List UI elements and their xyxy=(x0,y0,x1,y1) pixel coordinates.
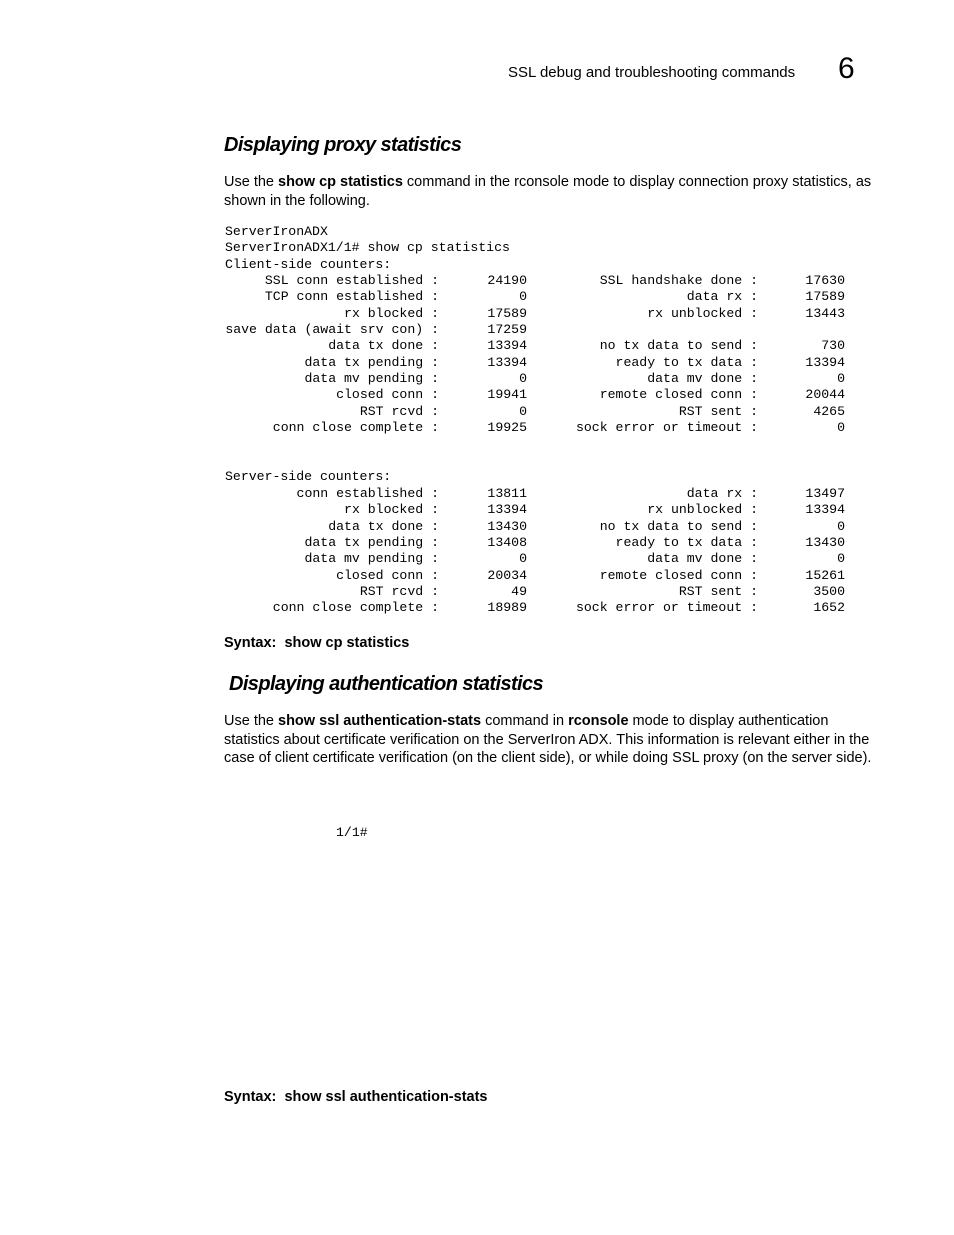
code-line: Client-side counters: xyxy=(225,257,392,272)
server-side-counters xyxy=(225,486,865,617)
counter-value: 0 xyxy=(837,371,845,387)
syntax-line-cp-statistics xyxy=(224,635,409,651)
counter-label: SSL handshake done : xyxy=(599,273,758,288)
command-name: show cp statistics xyxy=(278,174,403,190)
counter-label: data tx done : xyxy=(328,338,439,354)
counter-label: data tx done : xyxy=(328,518,439,534)
counter-value: 1652 xyxy=(813,600,845,616)
counter-value: 17589 xyxy=(805,289,845,305)
counter-value: 13394 xyxy=(805,354,845,370)
counter-label: data rx : xyxy=(686,486,758,501)
counter-row xyxy=(225,502,865,518)
code-line: ServerIronADX1/1# show cp statistics xyxy=(225,240,510,255)
counter-row xyxy=(225,519,865,535)
counter-label: RST rcvd : xyxy=(359,403,439,419)
counter-row xyxy=(225,551,865,567)
client-side-counters xyxy=(225,273,865,436)
counter-value: 13430 xyxy=(805,535,845,551)
counter-value: 18989 xyxy=(487,600,527,616)
counter-label: data tx pending : xyxy=(304,354,439,370)
counter-label: SSL conn established : xyxy=(264,273,439,288)
counter-value: 17630 xyxy=(805,273,845,288)
counter-row xyxy=(225,273,865,289)
counter-row xyxy=(225,486,865,502)
counter-value: 17259 xyxy=(487,322,527,338)
counter-label: ready to tx data : xyxy=(615,535,758,551)
counter-value: 13430 xyxy=(487,518,527,534)
counter-label: remote closed conn : xyxy=(599,387,758,403)
counter-label: data mv done : xyxy=(647,551,758,567)
counter-row xyxy=(225,387,865,403)
counter-row xyxy=(225,355,865,371)
counter-label: rx unblocked : xyxy=(647,305,758,321)
counter-label: data mv done : xyxy=(647,371,758,387)
cli-prompt-fragment: 1/1# xyxy=(336,825,368,840)
counter-value: 730 xyxy=(821,338,845,354)
syntax-command: show cp statistics xyxy=(284,635,410,651)
counter-row xyxy=(225,322,865,338)
counter-label: RST sent : xyxy=(678,403,758,419)
counter-value: 0 xyxy=(837,518,845,534)
counter-value: 13443 xyxy=(805,305,845,321)
counter-value: 3500 xyxy=(813,584,845,600)
intro-text-prefix: Use the xyxy=(224,174,278,190)
counter-value: 13394 xyxy=(805,502,845,518)
counter-label: data rx : xyxy=(686,289,758,305)
code-line: ServerIronADX xyxy=(225,224,328,239)
counter-row xyxy=(225,371,865,387)
counter-label: RST sent : xyxy=(678,584,758,600)
counter-label: sock error or timeout : xyxy=(575,420,758,436)
section-heading-authentication-statistics: Displaying authentication statistics xyxy=(229,673,544,695)
counter-value: 4265 xyxy=(813,403,845,419)
counter-label: sock error or timeout : xyxy=(575,600,758,616)
counter-label: ready to tx data : xyxy=(615,354,758,370)
counter-value: 0 xyxy=(519,551,527,567)
counter-row xyxy=(225,306,865,322)
counter-label: rx blocked : xyxy=(344,305,439,321)
counter-value: 0 xyxy=(519,371,527,387)
counter-row xyxy=(225,568,865,584)
syntax-label: Syntax: xyxy=(224,635,277,651)
counter-row xyxy=(225,289,865,305)
counter-label: rx blocked : xyxy=(344,502,439,518)
counter-value: 19925 xyxy=(487,420,527,436)
counter-label: TCP conn established : xyxy=(264,289,439,305)
authentication-statistics-intro xyxy=(224,712,874,768)
counter-label: RST rcvd : xyxy=(359,584,439,600)
counter-label: conn close complete : xyxy=(272,420,439,436)
counter-value: 13394 xyxy=(487,502,527,518)
syntax-label: Syntax: xyxy=(224,1089,277,1105)
counter-value: 20034 xyxy=(487,567,527,583)
intro-text-suffix: command in the rconsole mode to display connection proxy statistics, as shown in the following. xyxy=(224,174,872,209)
counter-label: save data (await srv con) : xyxy=(225,322,439,338)
intro-text-mid: command in xyxy=(481,713,569,729)
counter-value: 13497 xyxy=(805,486,845,501)
intro-text-suffix: mode to display authentication statistics about certificate verification on the ServerIron ADX. This information is relevant either in the case of client certificate verification (on the client side), or while doing SSL proxy (on the server side). xyxy=(224,713,872,766)
syntax-command: show ssl authentication-stats xyxy=(284,1089,488,1105)
counter-row xyxy=(225,404,865,420)
counter-label: closed conn : xyxy=(336,387,439,403)
counter-label: no tx data to send : xyxy=(599,518,758,534)
counter-value: 13811 xyxy=(487,486,527,501)
counter-value: 19941 xyxy=(487,387,527,403)
counter-label: data mv pending : xyxy=(304,371,439,387)
counter-value: 0 xyxy=(837,551,845,567)
counter-value: 24190 xyxy=(487,273,527,288)
counter-label: closed conn : xyxy=(336,567,439,583)
intro-text-prefix: Use the xyxy=(224,713,278,729)
counter-row xyxy=(225,584,865,600)
section-heading-proxy-statistics: Displaying proxy statistics xyxy=(224,134,462,156)
counter-row xyxy=(225,420,865,436)
counter-row xyxy=(225,338,865,354)
counter-value: 0 xyxy=(519,403,527,419)
counter-label: conn established : xyxy=(296,486,439,501)
chapter-number: 6 xyxy=(838,52,855,85)
counter-label: conn close complete : xyxy=(272,600,439,616)
counter-value: 15261 xyxy=(805,567,845,583)
counter-label: data mv pending : xyxy=(304,551,439,567)
counter-value: 49 xyxy=(511,584,527,600)
counter-label: remote closed conn : xyxy=(599,567,758,583)
command-name: show ssl authentication-stats xyxy=(278,713,482,729)
counter-value: 13394 xyxy=(487,354,527,370)
counter-value: 13408 xyxy=(487,535,527,551)
counter-row xyxy=(225,535,865,551)
server-counters-header: Server-side counters: xyxy=(225,469,392,484)
counter-label: no tx data to send : xyxy=(599,338,758,354)
running-header-title: SSL debug and troubleshooting commands xyxy=(508,64,796,81)
mode-name: rconsole xyxy=(568,713,629,729)
proxy-statistics-intro xyxy=(224,173,874,210)
counter-value: 17589 xyxy=(487,305,527,321)
counter-value: 13394 xyxy=(487,338,527,354)
counter-value: 0 xyxy=(837,420,845,436)
counter-value: 0 xyxy=(519,289,527,305)
counter-label: data tx pending : xyxy=(304,535,439,551)
counter-value: 20044 xyxy=(805,387,845,403)
counter-row xyxy=(225,600,865,616)
counter-label: rx unblocked : xyxy=(647,502,758,518)
syntax-line-authentication-stats xyxy=(224,1089,488,1105)
